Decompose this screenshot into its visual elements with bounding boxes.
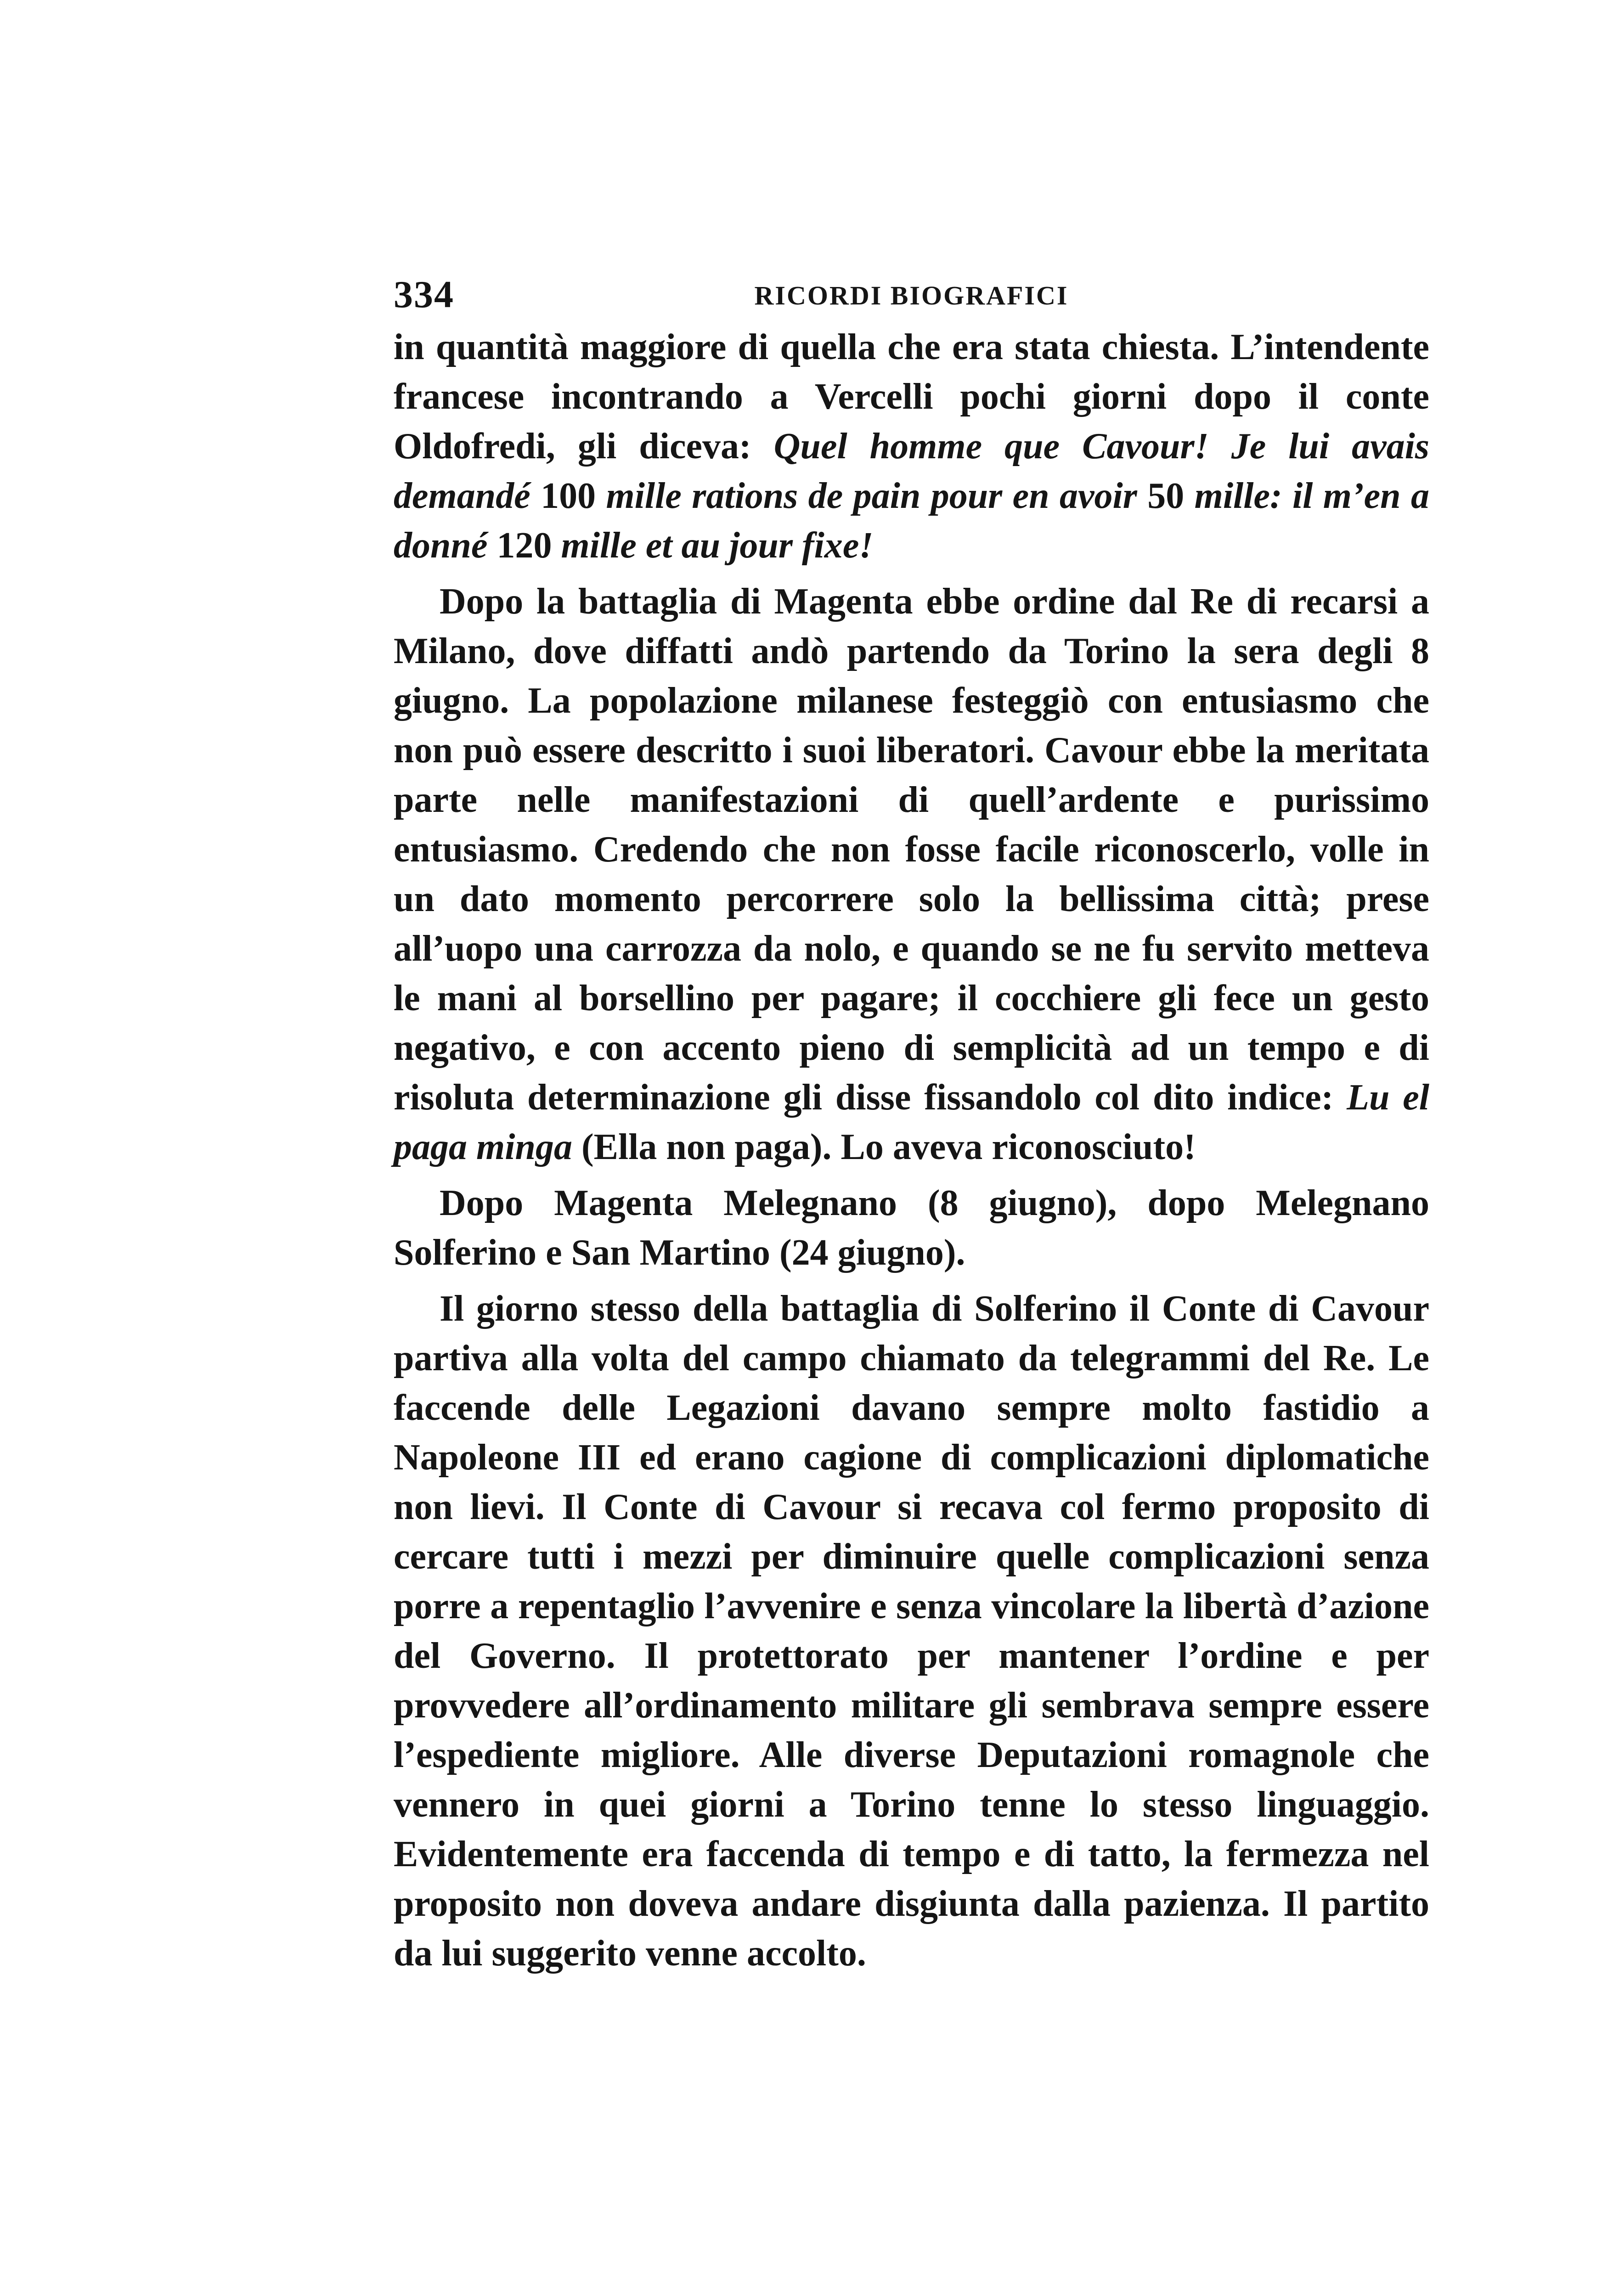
quote-number: 50 — [1147, 476, 1185, 516]
running-head — [394, 272, 1429, 322]
paragraph-battles: Dopo Magenta Melegnano (8 giugno), dopo Melegnano Solferino e San Martino (24 giugno). — [394, 1183, 1429, 1273]
quote-number: 120 — [496, 525, 552, 566]
body-text — [394, 322, 1429, 1978]
french-quote: mille rations de pain pour en avoir — [596, 476, 1148, 516]
paragraph-text: (Ella non paga). Lo aveva riconosciuto! — [572, 1127, 1196, 1167]
page-number: 334 — [394, 273, 454, 316]
french-quote: mille: il m’en a donné — [394, 476, 1430, 566]
french-quote: Quel homme que Cavour! Je lui avais demandé — [394, 426, 1429, 516]
dialect-quote: Lu el paga minga — [394, 1077, 1429, 1167]
paragraph-text: Dopo la battaglia di Magenta ebbe ordine dal Re di recarsi a Milano, dove diffatti andò partendo da Torino la sera degli 8 giugno. La popolazione milanese festeggiò con entusiasmo che non può essere descritto i suoi liberatori. Cavour ebbe la meritata parte nelle manifestazioni di quell’ardente e purissimo entusiasmo. Credendo che non fosse facile riconoscerlo, volle in un dato momento percorrere solo la bellissima città; prese all’uopo una carrozza da nolo, e quando se ne fu servito metteva le mani al borsellino per pagare; il cocchiere gli fece un gesto negativo, e con accento pieno di semplicità ad un tempo e di risoluta determinazione gli disse fissandolo col dito indice: — [394, 581, 1429, 1118]
paragraph-solferino: Il giorno stesso della battaglia di Solferino il Conte di Cavour partiva alla volta del campo chiamato da telegrammi del Re. Le faccende delle Legazioni davano sempre molto fastidio a Napoleone III ed erano cagione di complicazioni diplomatiche non lievi. Il Conte di Cavour si recava col fermo proposito di cercare tutti i mezzi per diminuire quelle complicazioni senza porre a repentaglio l’avvenire e senza vincolare la libertà d’azione del Governo. Il protettorato per mantener l’ordine e per provvedere all’ordinamento militare gli sembrava sempre essere l’espediente migliore. Alle diverse Deputazioni romagnole che vennero in quei giorni a Torino tenne lo stesso linguaggio. Evidentemente era faccenda di tempo e di tatto, la fermezza nel proposito non doveva andare disgiunta dalla pazienza. Il partito da lui suggerito venne accolto. — [394, 1289, 1429, 1974]
paragraph-continuation — [394, 322, 1429, 570]
french-quote: mille et au jour fixe! — [552, 525, 874, 566]
page-content — [394, 272, 1429, 1978]
paragraph-milan — [394, 577, 1429, 1172]
paragraph-text: in quantità maggiore di quella che era stata chiesta. L’intendente francese incontrando a Vercelli pochi giorni dopo il conte Oldofredi, gli diceva: — [394, 327, 1429, 467]
quote-number: 100 — [541, 476, 596, 516]
running-title: RICORDI BIOGRAFICI — [754, 281, 1069, 310]
